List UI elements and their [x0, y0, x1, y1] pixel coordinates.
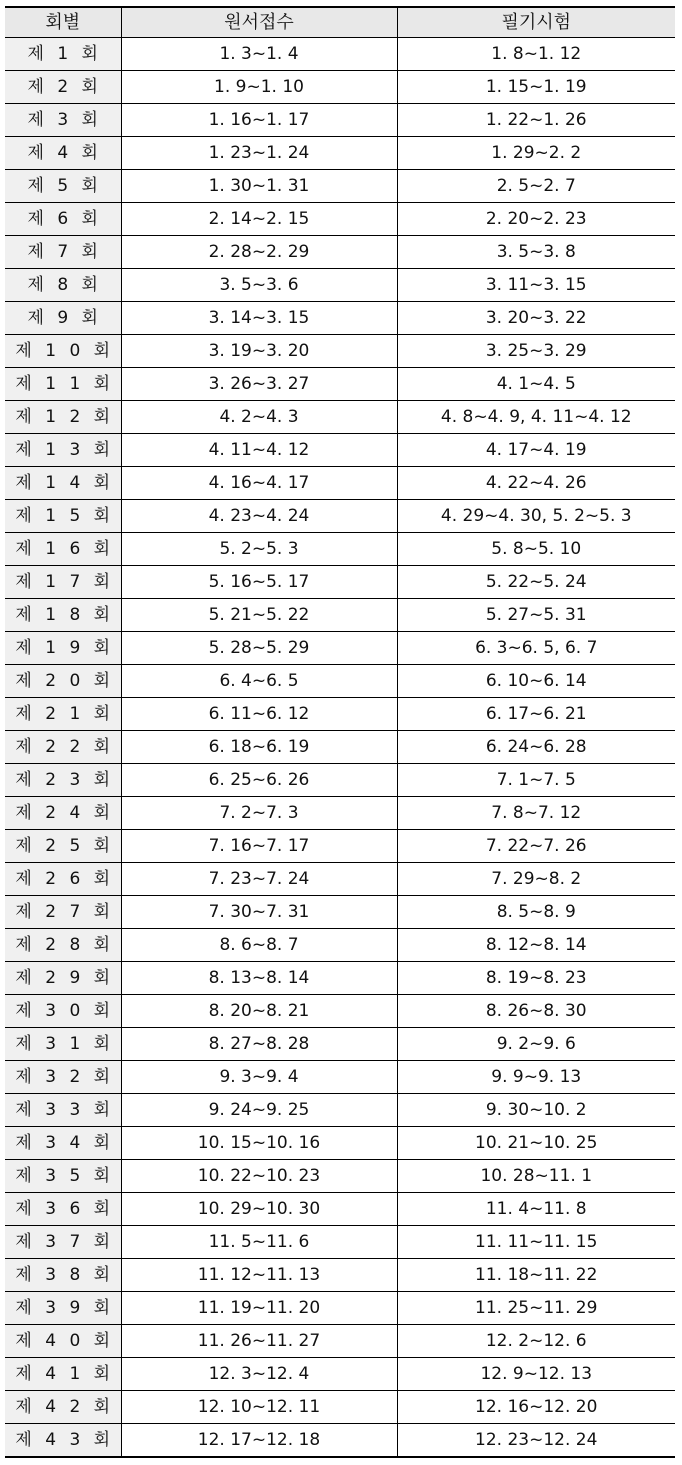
written-exam-cell: 3. 20~3. 22 [397, 302, 675, 335]
written-exam-cell: 12. 2~12. 6 [397, 1325, 675, 1358]
written-exam-cell: 11. 18~11. 22 [397, 1259, 675, 1292]
written-exam-cell: 1. 29~2. 2 [397, 137, 675, 170]
application-period-cell: 2. 28~2. 29 [121, 236, 397, 269]
application-period-cell: 12. 17~12. 18 [121, 1424, 397, 1458]
round-cell: 제 3 4 회 [5, 1127, 121, 1160]
table-row [5, 269, 675, 302]
written-exam-cell: 4. 22~4. 26 [397, 467, 675, 500]
table-row [5, 731, 675, 764]
table-row [5, 1424, 675, 1458]
table-row [5, 599, 675, 632]
table-row [5, 632, 675, 665]
application-period-cell: 3. 26~3. 27 [121, 368, 397, 401]
table-row [5, 236, 675, 269]
application-period-cell: 4. 16~4. 17 [121, 467, 397, 500]
table-row [5, 665, 675, 698]
round-cell: 제 4 회 [5, 137, 121, 170]
table-row [5, 467, 675, 500]
round-cell: 제 2 4 회 [5, 797, 121, 830]
table-header [5, 7, 675, 38]
written-exam-cell: 3. 5~3. 8 [397, 236, 675, 269]
written-exam-cell: 3. 25~3. 29 [397, 335, 675, 368]
application-period-cell: 5. 21~5. 22 [121, 599, 397, 632]
round-cell: 제 2 6 회 [5, 863, 121, 896]
application-period-cell: 9. 3~9. 4 [121, 1061, 397, 1094]
table-row [5, 38, 675, 71]
round-cell: 제 3 3 회 [5, 1094, 121, 1127]
table-row [5, 995, 675, 1028]
written-exam-cell: 4. 1~4. 5 [397, 368, 675, 401]
round-cell: 제 4 0 회 [5, 1325, 121, 1358]
written-exam-cell: 7. 22~7. 26 [397, 830, 675, 863]
application-period-cell: 4. 23~4. 24 [121, 500, 397, 533]
application-period-cell: 10. 22~10. 23 [121, 1160, 397, 1193]
application-period-cell: 11. 5~11. 6 [121, 1226, 397, 1259]
written-exam-cell: 4. 29~4. 30, 5. 2~5. 3 [397, 500, 675, 533]
table-row [5, 698, 675, 731]
table-row [5, 302, 675, 335]
written-exam-cell: 7. 29~8. 2 [397, 863, 675, 896]
written-exam-cell: 5. 22~5. 24 [397, 566, 675, 599]
written-exam-cell: 10. 21~10. 25 [397, 1127, 675, 1160]
application-period-cell: 4. 2~4. 3 [121, 401, 397, 434]
table-row [5, 1193, 675, 1226]
written-exam-cell: 9. 2~9. 6 [397, 1028, 675, 1061]
written-exam-cell: 6. 24~6. 28 [397, 731, 675, 764]
table-row [5, 500, 675, 533]
application-period-cell: 5. 28~5. 29 [121, 632, 397, 665]
round-cell: 제 2 9 회 [5, 962, 121, 995]
round-cell: 제 3 2 회 [5, 1061, 121, 1094]
table-row [5, 1259, 675, 1292]
application-period-cell: 3. 5~3. 6 [121, 269, 397, 302]
application-period-cell: 12. 3~12. 4 [121, 1358, 397, 1391]
round-cell: 제 4 3 회 [5, 1424, 121, 1458]
application-period-cell: 7. 16~7. 17 [121, 830, 397, 863]
application-period-cell: 8. 6~8. 7 [121, 929, 397, 962]
table-row [5, 1325, 675, 1358]
application-period-cell: 6. 4~6. 5 [121, 665, 397, 698]
application-period-cell: 1. 23~1. 24 [121, 137, 397, 170]
round-cell: 제 9 회 [5, 302, 121, 335]
written-exam-cell: 1. 8~1. 12 [397, 38, 675, 71]
written-exam-cell: 11. 11~11. 15 [397, 1226, 675, 1259]
written-exam-cell: 12. 16~12. 20 [397, 1391, 675, 1424]
application-period-cell: 8. 13~8. 14 [121, 962, 397, 995]
application-period-cell: 9. 24~9. 25 [121, 1094, 397, 1127]
round-cell: 제 2 7 회 [5, 896, 121, 929]
round-cell: 제 1 2 회 [5, 401, 121, 434]
round-cell: 제 1 4 회 [5, 467, 121, 500]
written-exam-cell: 4. 17~4. 19 [397, 434, 675, 467]
round-cell: 제 5 회 [5, 170, 121, 203]
table-row [5, 335, 675, 368]
application-period-cell: 1. 16~1. 17 [121, 104, 397, 137]
round-cell: 제 4 1 회 [5, 1358, 121, 1391]
application-period-cell: 6. 18~6. 19 [121, 731, 397, 764]
application-period-cell: 12. 10~12. 11 [121, 1391, 397, 1424]
written-exam-cell: 9. 9~9. 13 [397, 1061, 675, 1094]
table-row [5, 137, 675, 170]
table-row [5, 203, 675, 236]
written-exam-cell: 6. 10~6. 14 [397, 665, 675, 698]
round-cell: 제 3 8 회 [5, 1259, 121, 1292]
written-exam-cell: 12. 9~12. 13 [397, 1358, 675, 1391]
round-cell: 제 6 회 [5, 203, 121, 236]
written-exam-cell: 1. 22~1. 26 [397, 104, 675, 137]
written-exam-cell: 8. 12~8. 14 [397, 929, 675, 962]
table-row [5, 830, 675, 863]
application-period-cell: 1. 30~1. 31 [121, 170, 397, 203]
application-period-cell: 1. 3~1. 4 [121, 38, 397, 71]
round-cell: 제 2 회 [5, 71, 121, 104]
written-exam-cell: 6. 17~6. 21 [397, 698, 675, 731]
round-cell: 제 3 7 회 [5, 1226, 121, 1259]
round-cell: 제 1 0 회 [5, 335, 121, 368]
round-cell: 제 1 3 회 [5, 434, 121, 467]
table-row [5, 1391, 675, 1424]
round-cell: 제 3 9 회 [5, 1292, 121, 1325]
table-row [5, 1358, 675, 1391]
table-body [5, 38, 675, 1458]
application-period-cell: 8. 27~8. 28 [121, 1028, 397, 1061]
round-cell: 제 2 5 회 [5, 830, 121, 863]
application-period-cell: 11. 19~11. 20 [121, 1292, 397, 1325]
written-exam-cell: 2. 20~2. 23 [397, 203, 675, 236]
written-exam-cell: 7. 1~7. 5 [397, 764, 675, 797]
written-exam-cell: 12. 23~12. 24 [397, 1424, 675, 1458]
written-exam-cell: 2. 5~2. 7 [397, 170, 675, 203]
written-exam-cell: 10. 28~11. 1 [397, 1160, 675, 1193]
application-period-cell: 7. 23~7. 24 [121, 863, 397, 896]
round-cell: 제 4 2 회 [5, 1391, 121, 1424]
application-period-cell: 8. 20~8. 21 [121, 995, 397, 1028]
table-row [5, 797, 675, 830]
written-exam-cell: 8. 5~8. 9 [397, 896, 675, 929]
round-cell: 제 3 1 회 [5, 1028, 121, 1061]
table-row [5, 71, 675, 104]
written-exam-cell: 11. 25~11. 29 [397, 1292, 675, 1325]
written-exam-cell: 6. 3~6. 5, 6. 7 [397, 632, 675, 665]
round-cell: 제 1 5 회 [5, 500, 121, 533]
written-exam-cell: 4. 8~4. 9, 4. 11~4. 12 [397, 401, 675, 434]
application-period-cell: 10. 15~10. 16 [121, 1127, 397, 1160]
round-cell: 제 2 2 회 [5, 731, 121, 764]
round-cell: 제 7 회 [5, 236, 121, 269]
application-period-cell: 2. 14~2. 15 [121, 203, 397, 236]
table-row [5, 962, 675, 995]
table-row [5, 566, 675, 599]
table-row [5, 1292, 675, 1325]
written-exam-cell: 9. 30~10. 2 [397, 1094, 675, 1127]
application-period-cell: 5. 16~5. 17 [121, 566, 397, 599]
application-period-cell: 10. 29~10. 30 [121, 1193, 397, 1226]
table-row [5, 368, 675, 401]
application-period-cell: 6. 25~6. 26 [121, 764, 397, 797]
round-cell: 제 2 8 회 [5, 929, 121, 962]
table-row [5, 764, 675, 797]
table-row [5, 896, 675, 929]
round-cell: 제 1 6 회 [5, 533, 121, 566]
written-exam-cell: 5. 8~5. 10 [397, 533, 675, 566]
application-period-cell: 1. 9~1. 10 [121, 71, 397, 104]
round-cell: 제 1 8 회 [5, 599, 121, 632]
table-row [5, 1028, 675, 1061]
header-application-period: 원서접수 [121, 7, 397, 38]
round-cell: 제 3 6 회 [5, 1193, 121, 1226]
written-exam-cell: 5. 27~5. 31 [397, 599, 675, 632]
application-period-cell: 7. 2~7. 3 [121, 797, 397, 830]
header-written-exam: 필기시험 [397, 7, 675, 38]
application-period-cell: 7. 30~7. 31 [121, 896, 397, 929]
header-row [5, 7, 675, 38]
written-exam-cell: 11. 4~11. 8 [397, 1193, 675, 1226]
table-row [5, 533, 675, 566]
table-row [5, 1226, 675, 1259]
round-cell: 제 2 1 회 [5, 698, 121, 731]
written-exam-cell: 8. 19~8. 23 [397, 962, 675, 995]
table-row [5, 1127, 675, 1160]
table-row [5, 401, 675, 434]
round-cell: 제 3 0 회 [5, 995, 121, 1028]
round-cell: 제 1 9 회 [5, 632, 121, 665]
header-round: 회별 [5, 7, 121, 38]
exam-schedule-table [5, 6, 675, 1458]
application-period-cell: 4. 11~4. 12 [121, 434, 397, 467]
written-exam-cell: 3. 11~3. 15 [397, 269, 675, 302]
table-row [5, 1061, 675, 1094]
table-row [5, 170, 675, 203]
table-row [5, 1094, 675, 1127]
table-row [5, 104, 675, 137]
table-row [5, 929, 675, 962]
round-cell: 제 1 회 [5, 38, 121, 71]
round-cell: 제 1 1 회 [5, 368, 121, 401]
round-cell: 제 2 0 회 [5, 665, 121, 698]
table-row [5, 434, 675, 467]
round-cell: 제 8 회 [5, 269, 121, 302]
application-period-cell: 11. 12~11. 13 [121, 1259, 397, 1292]
application-period-cell: 5. 2~5. 3 [121, 533, 397, 566]
round-cell: 제 2 3 회 [5, 764, 121, 797]
written-exam-cell: 1. 15~1. 19 [397, 71, 675, 104]
table-row [5, 1160, 675, 1193]
application-period-cell: 11. 26~11. 27 [121, 1325, 397, 1358]
table-row [5, 863, 675, 896]
round-cell: 제 3 5 회 [5, 1160, 121, 1193]
round-cell: 제 3 회 [5, 104, 121, 137]
application-period-cell: 3. 19~3. 20 [121, 335, 397, 368]
written-exam-cell: 7. 8~7. 12 [397, 797, 675, 830]
round-cell: 제 1 7 회 [5, 566, 121, 599]
written-exam-cell: 8. 26~8. 30 [397, 995, 675, 1028]
application-period-cell: 6. 11~6. 12 [121, 698, 397, 731]
application-period-cell: 3. 14~3. 15 [121, 302, 397, 335]
